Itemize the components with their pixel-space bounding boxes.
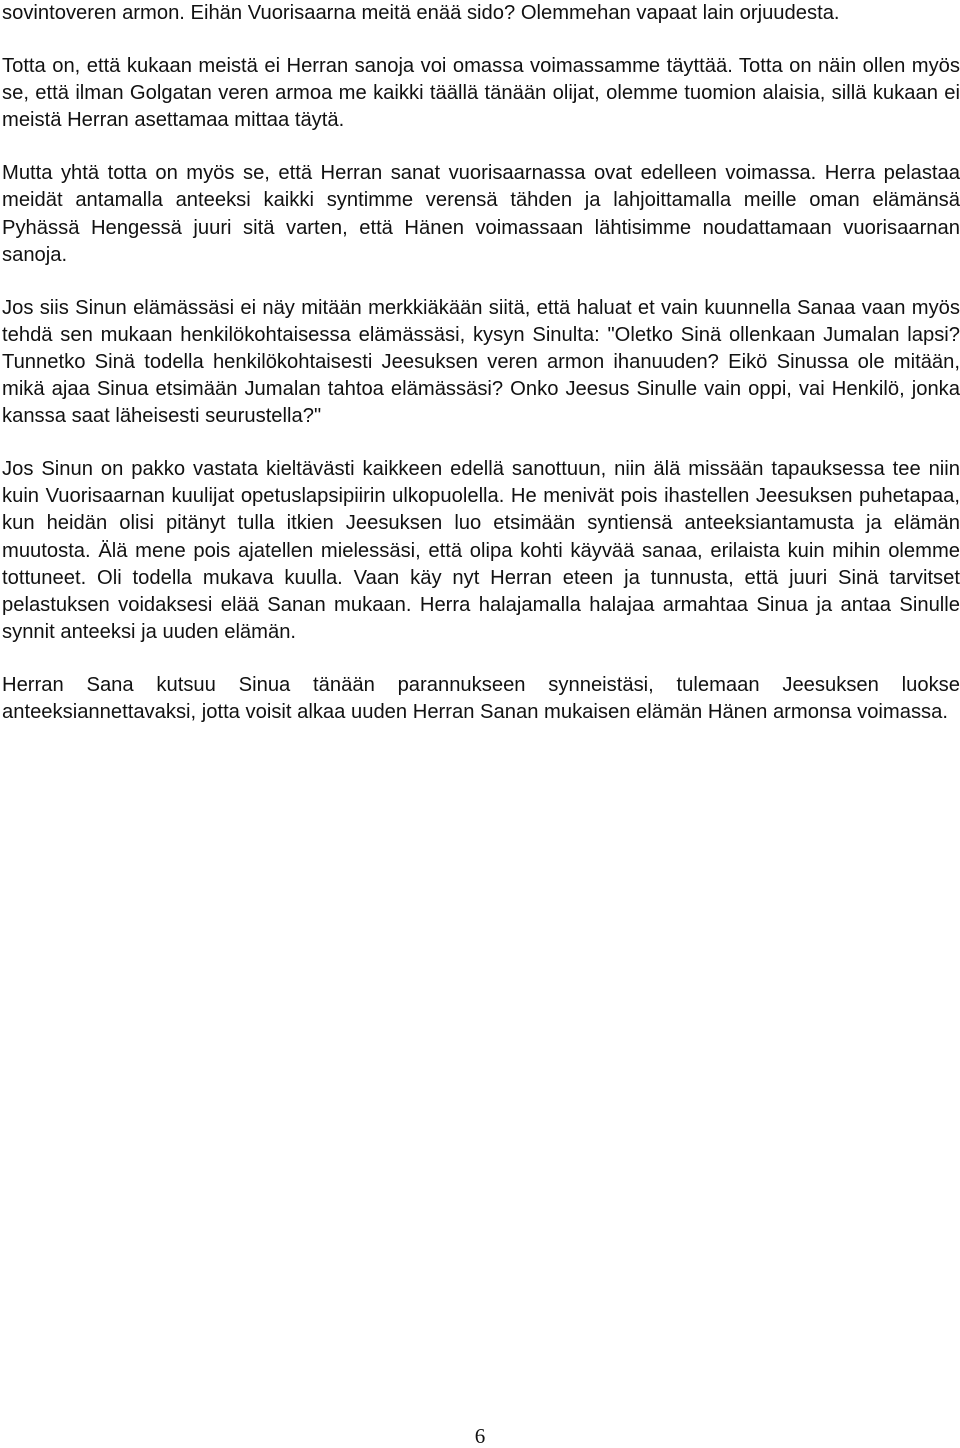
paragraph-3: Mutta yhtä totta on myös se, että Herran sanat vuorisaarnassa ovat edelleen voimassa. Herra pelastaa meidät antamalla anteeksi kaikki syntimme verensä tähden ja lahjoittamalla meille oman elämänsä Pyhässä Hengessä juuri sitä varten, että Hänen voimassaan lähtisimme noudattamaan vuorisaarnan sanoja. <box>2 162 960 266</box>
document-body <box>2 0 960 752</box>
paragraph-5: Jos Sinun on pakko vastata kieltävästi kaikkeen edellä sanottuun, niin älä missään tapauksessa tee niin kuin Vuorisaarnan kuulijat opetuslapsipiirin ulkopuolella. He menivät pois ihastellen Jeesuksen puhetapaa, kun heidän olisi pitänyt tulla itkien Jeesuksen luo etsimään syntiensä anteeksiantamusta ja elämän muutosta. Älä mene pois ajatellen mielessäsi, että olipa kohti käyvää sanaa, erilaista kuin mihin olemme tottuneet. Oli todella mukava kuulla. Vaan käy nyt Herran eteen ja tunnusta, että juuri Sinä tarvitset pelastuksen voidaksesi elää Sanan mukaan. Herra halajamalla halajaa armahtaa Sinua ja antaa Sinulle synnit anteeksi ja uuden elämän. <box>2 458 960 643</box>
paragraph-1: sovintoveren armon. Eihän Vuorisaarna meitä enää sido? Olemmehan vapaat lain orjuudesta. <box>2 2 840 24</box>
page-number: 6 <box>474 1424 486 1448</box>
paragraph-4: Jos siis Sinun elämässäsi ei näy mitään merkkiäkään siitä, että haluat et vain kuunnella Sanaa vaan myös tehdä sen mukaan henkilökohtaisessa elämässäsi, kysyn Sinulta: "Oletko Sinä ollenkaan Jumalan lapsi? Tunnetko Sinä todella henkilökohtaisesti Jeesuksen veren armon ihanuuden? Eikö Sinussa ole mitään, mikä ajaa Sinua etsimään Jumalan tahtoa elämässäsi? Onko Jeesus Sinulle vain oppi, vai Henkilö, jonka kanssa saat läheisesti seurustella?" <box>2 296 960 428</box>
paragraph-6: Herran Sana kutsuu Sinua tänään parannukseen synneistäsi, tulemaan Jeesuksen luokse anteeksiannettavaksi, jotta voisit alkaa uuden Herran Sanan mukaisen elämän Hänen armonsa voimassa. <box>2 673 960 723</box>
paragraph-2: Totta on, että kukaan meistä ei Herran sanoja voi omassa voimassamme täyttää. Totta on näin ollen myös se, että ilman Golgatan veren armoa me kaikki täällä tänään olijat, olemme tuomion alaisia, sillä kukaan ei meistä Herran asettamaa mittaa täytä. <box>2 55 960 132</box>
